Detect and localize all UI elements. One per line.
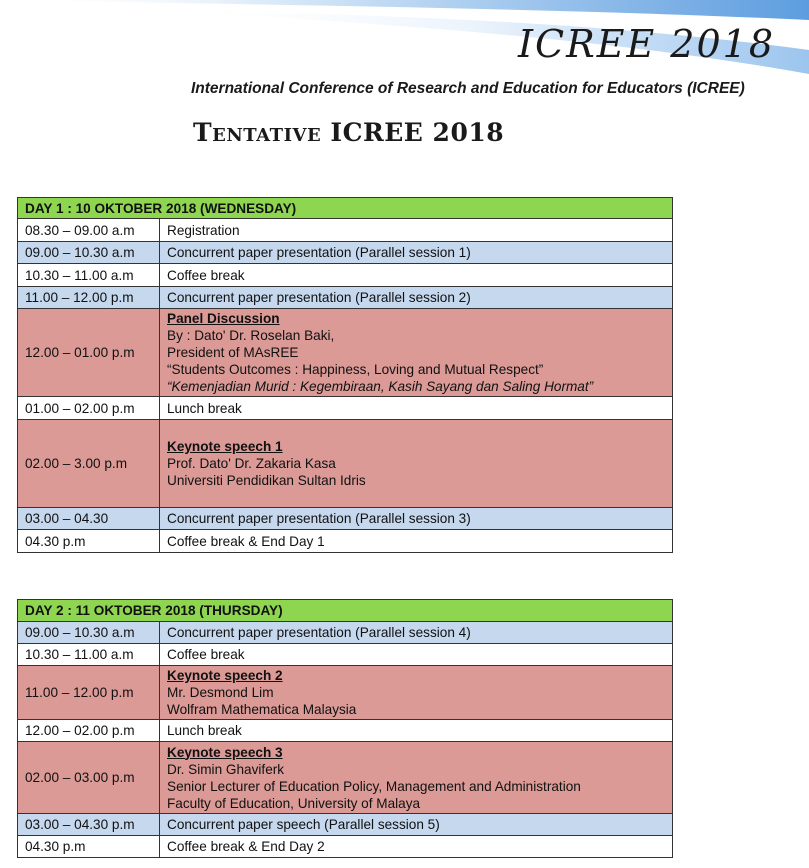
page-title: Tentative ICREE 2018	[193, 118, 505, 147]
icree-logo: ICREE 2018	[518, 22, 775, 66]
activity-cell	[160, 309, 673, 397]
table-row	[18, 742, 673, 814]
activity-cell: Coffee break	[160, 264, 673, 287]
activity-cell: Concurrent paper speech (Parallel session 5)	[160, 814, 673, 836]
activity-cell: Registration	[160, 219, 673, 242]
detail-line: Mr. Desmond Lim	[167, 685, 274, 700]
time-cell: 12.00 – 02.00 p.m	[18, 720, 160, 742]
day1-header-row	[18, 198, 673, 219]
time-cell: 03.00 – 04.30 p.m	[18, 814, 160, 836]
activity-cell: Lunch break	[160, 720, 673, 742]
time-cell: 12.00 – 01.00 p.m	[18, 309, 160, 397]
table-row	[18, 530, 673, 553]
activity-cell: Concurrent paper presentation (Parallel session 4)	[160, 622, 673, 644]
time-cell: 08.30 – 09.00 a.m	[18, 219, 160, 242]
activity-cell: Coffee break & End Day 2	[160, 836, 673, 858]
activity-cell: Coffee break	[160, 644, 673, 666]
session-title: Keynote speech 3	[167, 744, 283, 760]
table-row	[18, 264, 673, 287]
time-cell: 02.00 – 03.00 p.m	[18, 742, 160, 814]
time-cell: 09.00 – 10.30 a.m	[18, 622, 160, 644]
detail-line: Dr. Simin Ghaviferk	[167, 761, 285, 777]
detail-line: Faculty of Education, University of Malaya	[167, 795, 421, 811]
session-title: Panel Discussion	[167, 311, 280, 326]
time-cell: 09.00 – 10.30 a.m	[18, 242, 160, 264]
time-cell: 11.00 – 12.00 p.m	[18, 666, 160, 720]
table-row	[18, 644, 673, 666]
header-banner	[0, 0, 809, 80]
activity-cell: Coffee break & End Day 1	[160, 530, 673, 553]
day2-heading: DAY 2 : 11 OKTOBER 2018 (THURSDAY)	[18, 600, 673, 622]
table-row	[18, 397, 673, 420]
day2-header-row	[18, 600, 673, 622]
conference-title: International Conference of Research and Education for Educators (ICREE)	[191, 80, 745, 97]
detail-line: Senior Lecturer of Education Policy, Management and Administration	[167, 778, 581, 794]
table-row	[18, 287, 673, 309]
table-row	[18, 720, 673, 742]
session-title: Keynote speech 2	[167, 668, 283, 683]
table-row	[18, 814, 673, 836]
activity-cell	[160, 420, 673, 508]
time-cell: 10.30 – 11.00 a.m	[18, 264, 160, 287]
activity-cell: Concurrent paper presentation (Parallel session 1)	[160, 242, 673, 264]
table-row	[18, 622, 673, 644]
activity-cell: Concurrent paper presentation (Parallel session 3)	[160, 508, 673, 530]
day1-heading: DAY 1 : 10 OKTOBER 2018 (WEDNESDAY)	[18, 198, 673, 219]
day1-schedule-table	[17, 197, 673, 553]
time-cell: 01.00 – 02.00 p.m	[18, 397, 160, 420]
time-cell: 11.00 – 12.00 p.m	[18, 287, 160, 309]
activity-cell	[160, 666, 673, 720]
detail-line: Prof. Dato' Dr. Zakaria Kasa	[167, 456, 336, 471]
table-row	[18, 508, 673, 530]
table-row	[18, 666, 673, 720]
detail-line: By : Dato' Dr. Roselan Baki,	[167, 328, 335, 343]
detail-line: President of MAsREE	[167, 345, 299, 360]
table-row	[18, 420, 673, 508]
detail-line: “Students Outcomes : Happiness, Loving and Mutual Respect”	[167, 362, 544, 377]
detail-line: Wolfram Mathematica Malaysia	[167, 702, 357, 717]
activity-cell: Lunch break	[160, 397, 673, 420]
time-cell: 03.00 – 04.30	[18, 508, 160, 530]
time-cell: 10.30 – 11.00 a.m	[18, 644, 160, 666]
time-cell: 04.30 p.m	[18, 530, 160, 553]
time-cell: 02.00 – 3.00 p.m	[18, 420, 160, 508]
table-row	[18, 836, 673, 858]
table-row	[18, 219, 673, 242]
table-row	[18, 242, 673, 264]
session-title: Keynote speech 1	[167, 439, 283, 454]
table-row	[18, 309, 673, 397]
day2-schedule-table	[17, 599, 673, 858]
activity-cell: Concurrent paper presentation (Parallel session 2)	[160, 287, 673, 309]
activity-cell	[160, 742, 673, 814]
detail-line-italic: “Kemenjadian Murid : Kegembiraan, Kasih Sayang dan Saling Hormat”	[167, 379, 594, 394]
detail-line: Universiti Pendidikan Sultan Idris	[167, 473, 366, 488]
time-cell: 04.30 p.m	[18, 836, 160, 858]
